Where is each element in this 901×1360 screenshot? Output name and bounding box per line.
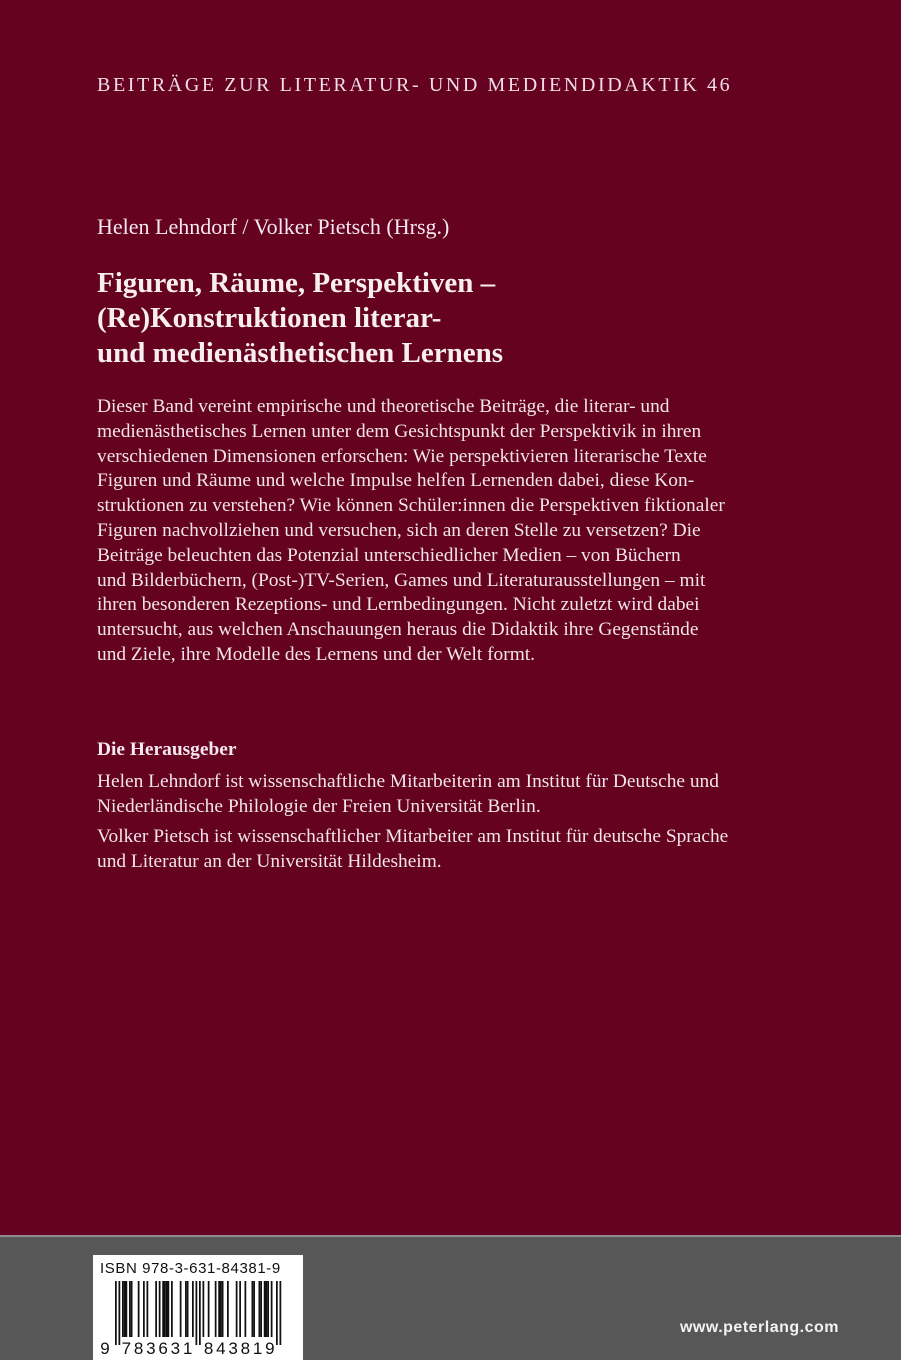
barcode-bar bbox=[259, 1281, 261, 1337]
barcode-bar bbox=[162, 1281, 164, 1337]
barcode-bar bbox=[122, 1281, 124, 1337]
blurb-line: und Bilderbüchern, (Post-)TV-Serien, Games und Literaturausstellungen – mit bbox=[97, 569, 706, 591]
barcode-bar bbox=[271, 1281, 273, 1337]
barcode-digit: 1 bbox=[252, 1339, 263, 1358]
barcode-bar bbox=[131, 1281, 133, 1337]
barcode-bar bbox=[155, 1281, 157, 1337]
barcode-bar bbox=[115, 1281, 117, 1345]
barcode-bar bbox=[266, 1281, 268, 1337]
book-title bbox=[97, 266, 817, 371]
barcode-bar bbox=[187, 1281, 189, 1337]
barcode-digit: 3 bbox=[170, 1339, 181, 1358]
publisher-website[interactable]: www.peterlang.com bbox=[679, 1319, 839, 1336]
barcode-bar bbox=[245, 1281, 247, 1337]
bio-lehndorf bbox=[97, 770, 837, 820]
blurb-line: Beiträge beleuchten das Potenzial unterschiedlicher Medien – von Büchern bbox=[97, 544, 681, 566]
barcode-digit: 8 bbox=[203, 1339, 214, 1358]
barcode-digit: 8 bbox=[133, 1339, 144, 1358]
barcode-bar bbox=[276, 1281, 278, 1345]
barcode-digit: 3 bbox=[146, 1339, 156, 1358]
bio-line: Helen Lehndorf ist wissenschaftliche Mitarbeiterin am Institut für Deutsche und bbox=[97, 771, 719, 792]
bio-line: Niederländische Philologie der Freien Universität Berlin. bbox=[97, 795, 541, 817]
barcode-bar bbox=[166, 1281, 168, 1337]
barcode-bar bbox=[203, 1281, 205, 1337]
series-title: BEITRÄGE ZUR LITERATUR- UND MEDIENDIDAKTIK 46 bbox=[97, 74, 733, 96]
barcode-bar bbox=[185, 1281, 187, 1337]
barcode-bar bbox=[222, 1281, 224, 1337]
blurb-line: Dieser Band vereint empirische und theoretische Beiträge, die literar- und bbox=[97, 396, 670, 417]
barcode-bar bbox=[227, 1281, 229, 1337]
barcode-bar bbox=[180, 1281, 182, 1337]
barcode-bar bbox=[196, 1281, 198, 1345]
barcode-bars bbox=[115, 1281, 281, 1345]
barcode-bar bbox=[129, 1281, 131, 1337]
barcode-digit: 9 bbox=[265, 1339, 275, 1358]
barcode-bar bbox=[236, 1281, 238, 1337]
barcode-bar bbox=[138, 1281, 140, 1337]
barcode-bar bbox=[215, 1281, 217, 1337]
title-line: Figuren, Räume, Perspektiven – bbox=[97, 267, 496, 299]
barcode-bar bbox=[171, 1281, 173, 1337]
bio-line: und Literatur an der Universität Hildesheim. bbox=[97, 850, 442, 872]
isbn-number: ISBN 978-3-631-84381-9 bbox=[100, 1260, 281, 1277]
title-line: und medienästhetischen Lernens bbox=[97, 337, 504, 369]
blurb-line: Figuren und Räume und welche Impulse helfen Lernenden dabei, diese Kon- bbox=[97, 470, 695, 492]
barcode-digit: 1 bbox=[182, 1339, 193, 1358]
barcode-bar bbox=[280, 1281, 282, 1345]
barcode-bar bbox=[218, 1281, 220, 1337]
blurb-line: Figuren nachvollziehen und versuchen, sich an deren Stelle zu versetzen? Die bbox=[97, 519, 701, 541]
barcode-bar bbox=[267, 1281, 269, 1337]
title-line: (Re)Konstruktionen literar- bbox=[97, 302, 442, 334]
barcode-digit: 8 bbox=[240, 1339, 251, 1358]
barcode-digit: 6 bbox=[158, 1339, 168, 1358]
blurb-line: und Ziele, ihre Modelle des Lernens und der Welt formt. bbox=[97, 643, 536, 665]
barcode-bar bbox=[260, 1281, 262, 1337]
barcode-bar bbox=[147, 1281, 149, 1337]
barcode-label bbox=[93, 1255, 303, 1360]
barcode-digit: 4 bbox=[216, 1339, 226, 1358]
editors: Helen Lehndorf / Volker Pietsch (Hrsg.) bbox=[97, 214, 450, 239]
bio-heading: Die Herausgeber bbox=[97, 739, 237, 760]
barcode-bar bbox=[124, 1281, 126, 1337]
barcode-bar bbox=[208, 1281, 210, 1337]
barcode-bar bbox=[253, 1281, 255, 1337]
bio-pietsch bbox=[97, 825, 837, 875]
barcode-bar bbox=[164, 1281, 166, 1337]
barcode-bar bbox=[199, 1281, 201, 1345]
barcode-bar bbox=[126, 1281, 128, 1337]
blurb-line: ihren besonderen Rezeptions- und Lernbedingungen. Nicht zuletzt wird dabei bbox=[97, 594, 700, 616]
barcode-bar bbox=[220, 1281, 222, 1337]
blurb-line: struktionen zu verstehen? Wie können Schüler:innen die Perspektiven fiktionaler bbox=[97, 495, 725, 517]
barcode-bar bbox=[192, 1281, 194, 1337]
barcode-bar bbox=[143, 1281, 145, 1337]
bio-line: Volker Pietsch ist wissenschaftlicher Mitarbeiter am Institut für deutsche Sprache bbox=[97, 826, 729, 847]
barcode-digits bbox=[100, 1339, 274, 1358]
barcode-bar bbox=[264, 1281, 266, 1337]
barcode-digit: 9 bbox=[100, 1339, 110, 1358]
blurb-line: untersucht, aus welchen Anschauungen heraus die Didaktik ihre Gegenstände bbox=[97, 619, 699, 641]
barcode-bar bbox=[159, 1281, 161, 1337]
blurb-line: medienästhetisches Lernen unter dem Gesichtspunkt der Perspektivik in ihren bbox=[97, 420, 702, 442]
barcode-digit: 3 bbox=[228, 1339, 238, 1358]
barcode-bar bbox=[119, 1281, 121, 1345]
barcode-bar bbox=[252, 1281, 254, 1337]
blurb-line: verschiedenen Dimensionen erforschen: Wie perspektivieren literarische Texte bbox=[97, 445, 707, 467]
barcode-bar bbox=[239, 1281, 241, 1337]
barcode-bar bbox=[168, 1281, 170, 1337]
barcode-digit: 7 bbox=[121, 1339, 132, 1358]
blurb bbox=[97, 395, 817, 668]
